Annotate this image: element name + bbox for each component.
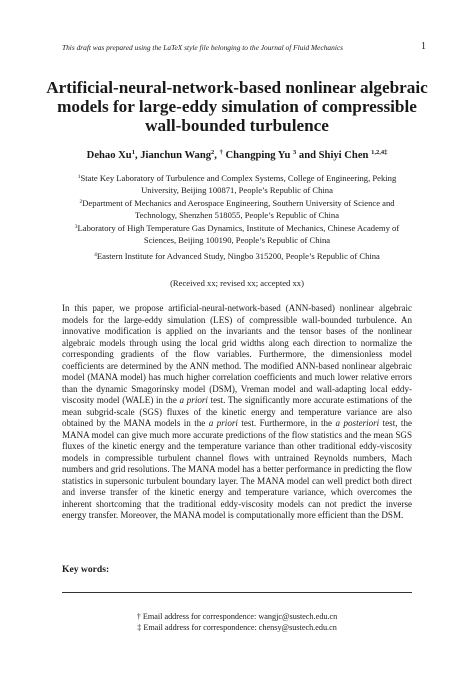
author-name: Dehao Xu (86, 150, 132, 161)
abstract-text: test. The significantly more accurate estimations of the mean subgrid-scale (SGS) fluxes of the kinetic energy and temperature variance are also obtained by the MANA models in the (62, 395, 412, 428)
author-name: Changping Yu (225, 150, 291, 161)
paper-title: Artificial-neural-network-based nonlinear algebraic models for large-eddy simulation of compressible wall-bounded turbulence (46, 78, 428, 135)
author-separator: , (134, 150, 141, 161)
corresponding-author-mark: † (219, 149, 223, 156)
affiliation-text: State Key Laboratory of Turbulence and Complex Systems, College of Engineering, Peking University, Beijing 100871, People’s Republic of China (80, 173, 397, 195)
running-head: This draft was prepared using the LaTeX style file belonging to the Journal of Fluid Mechanics (62, 43, 344, 52)
footnote-symbol: † (136, 612, 141, 621)
author-separator: , (214, 150, 220, 161)
received-dates: (Received xx; revised xx; accepted xx) (170, 278, 304, 288)
affiliation-text: Laboratory of High Temperature Gas Dynamics, Institute of Mechanics, Chinese Academy of Sciences, Beijing 100190, People’s Republic of China (77, 223, 400, 245)
footnote (40, 623, 434, 632)
page-number: 1 (421, 41, 426, 52)
affiliation (62, 222, 412, 246)
keywords-label: Key words: (62, 564, 110, 575)
footnote-symbol: ‡ (137, 623, 142, 632)
affiliation (62, 250, 412, 263)
affiliation-mark: 2 (79, 199, 83, 205)
author-affiliation-mark: 1 (131, 149, 135, 156)
footnote (40, 612, 434, 621)
author-list (40, 149, 434, 161)
affiliation-mark: 3 (74, 224, 78, 230)
affiliation-mark: 1 (77, 174, 81, 180)
footnote-rule (62, 592, 412, 593)
affiliation-text: Department of Mechanics and Aerospace Engineering, Southern University of Science and Technology, Shenzhen 518055, People’s Republic of China (82, 198, 395, 220)
affiliation-mark: 4 (94, 252, 97, 258)
author-affiliation-mark: 1,2,4 (371, 149, 385, 156)
affiliation (62, 197, 412, 221)
affiliation-text: Eastern Institute for Advanced Study, Ningbo 315200, People’s Republic of China (96, 251, 380, 261)
author-affiliation-mark: 3 (293, 149, 297, 156)
abstract (62, 303, 412, 522)
abstract-emphasis: a posteriori (335, 418, 380, 428)
author-separator: and (296, 150, 319, 161)
abstract-text: test, the MANA model can give much more accurate predictions of the flow statistics and the mean SGS fluxes of the kinetic energy and the temperature variance than other traditional eddy-viscosity models in compressible turbulent channel flows with untrained Reynolds numbers, Mach numbers and grid resolutions. The MANA model has a better performance in predicting the flow statistics in supersonic turbulent boundary layer. The MANA model can well predict both direct and inverse transfer of the kinetic energy and temperature variance, which overcomes the inherent shortcoming that the traditional eddy-viscosity models can not predict the inverse energy transfer. Moreover, the MANA model is computationally more efficient than the DSM. (62, 418, 412, 520)
author-name: Shiyi Chen (318, 150, 369, 161)
abstract-text: In this paper, we propose artificial-neural-network-based (ANN-based) nonlinear algebraic models for the large-eddy simulation (LES) of compressible wall-bounded turbulence. An innovative modification is applied on the invariants and the tensor bases of the nonlinear algebraic models through using the local grid widths along each direction to normalize the corresponding gradients of the flow variables. Furthermore, the dimensionless model coefficients are determined by the ANN method. The modified ANN-based nonlinear algebraic model (MANA model) has much higher correlation coefficients and much lower relative errors than the dynamic Smagorinsky model (DSM), Vreman model and wall-adapting local eddy-viscosity model (WALE) in the (62, 303, 412, 405)
abstract-emphasis: a priori (208, 418, 238, 428)
abstract-text: test. Furthermore, in the (237, 418, 336, 428)
author-affiliation-mark: 2 (211, 149, 215, 156)
footnote-text: Email address for correspondence: chensy@sustech.edu.cn (143, 623, 337, 632)
corresponding-author-mark: ‡ (384, 149, 388, 156)
footnote-text: Email address for correspondence: wangjc@sustech.edu.cn (142, 612, 338, 621)
affiliation (62, 172, 412, 196)
abstract-emphasis: a priori (179, 395, 208, 405)
author-name: Jianchun Wang (140, 150, 212, 161)
